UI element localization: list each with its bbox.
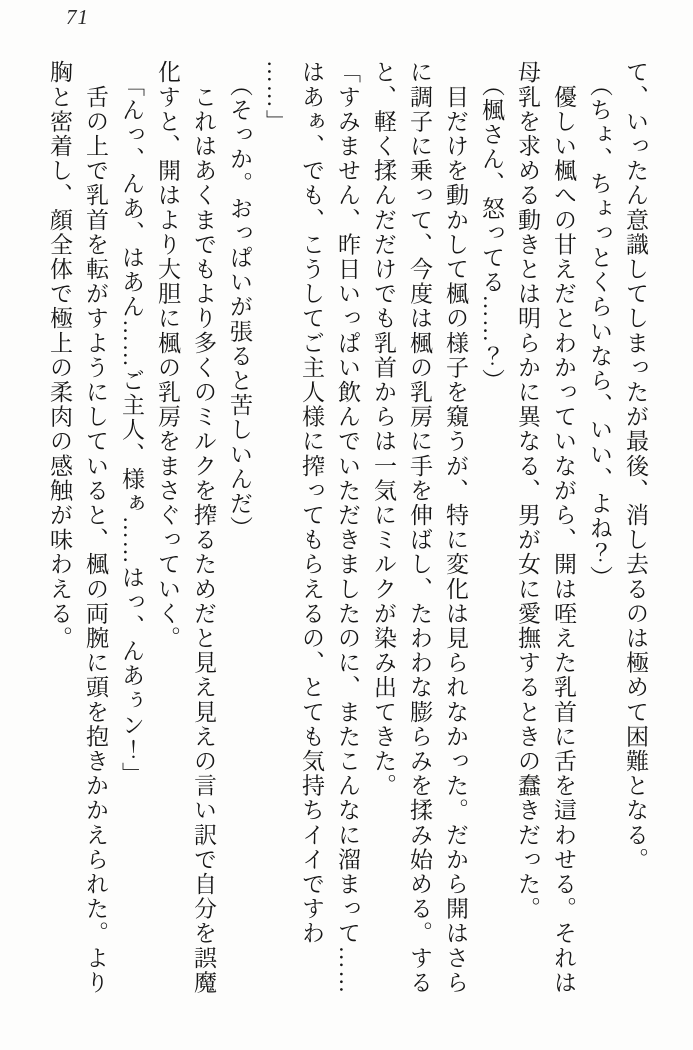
text-line: 化すと、開はより大胆に楓の乳房をまさぐっていく。	[155, 60, 180, 651]
text-line: て、いったん意識してしまったが最後、消し去るのは極めて困難となる。	[623, 60, 648, 872]
text-line: と、軽く揉んだだけでも乳首からは一気にミルクが染み出てきた。	[371, 60, 396, 798]
text-line: 「んっ、んあ、はあん……ご主人、様ぁ……はっ、んあぅン！」	[119, 60, 144, 787]
text-line: 胸と密着し、顔全体で極上の柔肉の感触が味わえる。	[47, 60, 72, 651]
text-line: 舌の上で乳首を転がすようにしていると、楓の両腕に頭を抱きかかえられた。より	[83, 60, 108, 995]
text-line: 優しい楓への甘えだとわかっていながら、開は咥えた乳首に舌を這わせる。それは	[551, 60, 576, 995]
text-line: これはあくまでもより多くのミルクを搾るためだと見え見えの言い訳で自分を誤魔	[191, 60, 216, 995]
text-line: （ちょ、ちょっとくらいなら、いい、よね？）	[587, 60, 612, 590]
text-line: 母乳を求める動きとは明らかに異なる、男が女に愛撫するときの蠢きだった。	[515, 60, 540, 921]
text-line: 目だけを動かして楓の様子を窺うが、特に変化は見られなかった。だから開はさら	[443, 60, 468, 995]
text-line: はあぁ、でも、こうしてご主人様に搾ってもらえるの、とても気持ちイイですわ	[299, 60, 324, 946]
text-line: （楓さん、怒ってる……？）	[479, 60, 504, 393]
text-line: に調子に乗って、今度は楓の乳房に手を伸ばし、たわわな膨らみを揉み始める。する	[407, 60, 432, 995]
text-line: 「すみません、昨日いっぱい飲んでいただきましたのに、またこんなに溜まって……	[335, 60, 360, 995]
text-body	[41, 60, 653, 1040]
text-line: ……」	[263, 60, 288, 134]
page-number: 71	[66, 5, 89, 29]
text-line: （そっか。おっぱいが張ると苦しいんだ）	[227, 60, 252, 541]
